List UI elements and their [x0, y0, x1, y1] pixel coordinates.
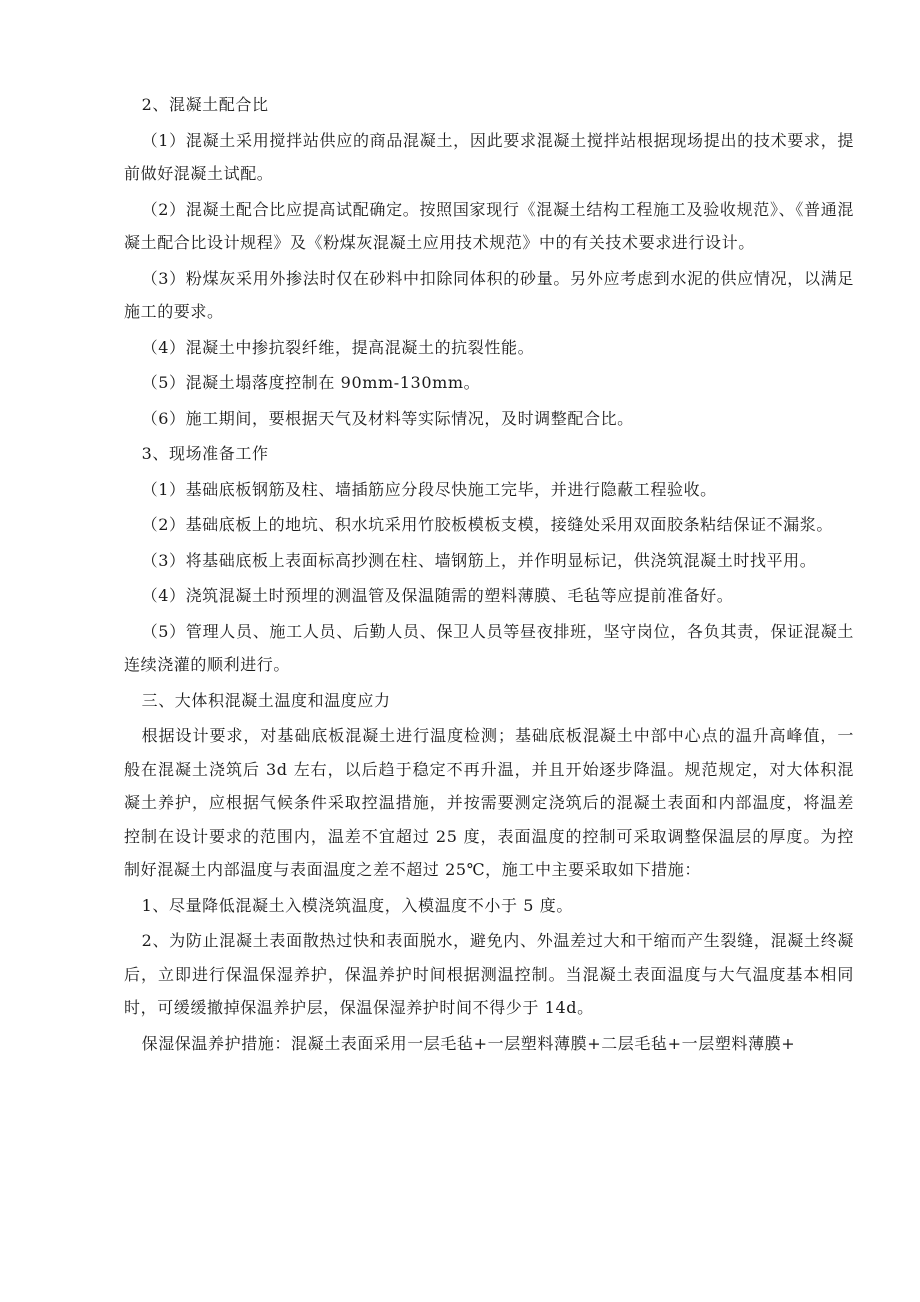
- paragraph-prep-3: （3）将基础底板上表面标高抄测在柱、墙钢筋上，并作明显标记，供浇筑混凝土时找平用。: [141, 550, 817, 570]
- document-body: [124, 88, 854, 1062]
- paragraph-prep-1: （1）基础底板钢筋及柱、墙插筋应分段尽快施工完毕，并进行隐蔽工程验收。: [141, 479, 717, 499]
- paragraph-temperature-intro: 根据设计要求，对基础底板混凝土进行温度检测；基础底板混凝土中部中心点的温升高峰值，一般在混凝土浇筑后 3d 左右，以后趋于稳定不再升温，并且开始逐步降温。规范规定，对大体积混凝土养护，应根据气候条件采取控温措施，并按需要测定浇筑后的混凝土表面和内部温度，将温差控制在设计要求的范围内，温差不宜超过 25 度，表面温度的控制可采取调整保温层的厚度。为控制好混凝土内部温度与表面温度之差不超过 25℃，施工中主要采取如下措施：: [124, 726, 854, 879]
- paragraph-curing-measures: 保湿保温养护措施：混凝土表面采用一层毛毡+一层塑料薄膜+二层毛毡+一层塑料薄膜+: [141, 1033, 796, 1053]
- paragraph-mix-5: （5）混凝土塌落度控制在 90mm-130mm。: [141, 373, 481, 392]
- section-heading-mix-ratio: 2、混凝土配合比: [141, 95, 269, 114]
- paragraph-mix-1: （1）混凝土采用搅拌站供应的商品混凝土，因此要求混凝土搅拌站根据现场提出的技术要求，提前做好混凝土试配。: [124, 130, 854, 183]
- paragraph-prep-2: （2）基础底板上的地坑、积水坑采用竹胶板模板支模，接缝处采用双面胶条粘结保证不漏浆。: [141, 515, 833, 534]
- paragraph-mix-6: （6）施工期间，要根据天气及材料等实际情况，及时调整配合比。: [141, 408, 634, 428]
- section-heading-site-prep: 3、现场准备工作: [141, 444, 269, 463]
- paragraph-measure-2: 2、为防止混凝土表面散热过快和表面脱水，避免内、外温差过大和干缩而产生裂缝，混凝土终凝后，立即进行保温保湿养护，保温养护时间根据测温控制。当混凝土表面温度与大气温度基本相同时，可缓缓撤掉保温养护层，保温保湿养护时间不得少于 14d。: [124, 931, 854, 1017]
- paragraph-prep-5: （5）管理人员、施工人员、后勤人员、保卫人员等昼夜排班，坚守岗位，各负其责，保证混凝土连续浇灌的顺利进行。: [124, 621, 854, 674]
- paragraph-measure-1: 1、尽量降低混凝土入模浇筑温度，入模温度不小于 5 度。: [141, 895, 573, 915]
- paragraph-mix-4: （4）混凝土中掺抗裂纤维，提高混凝土的抗裂性能。: [141, 337, 535, 357]
- paragraph-mix-3: （3）粉煤灰采用外掺法时仅在砂料中扣除同体积的砂量。另外应考虑到水泥的供应情况，以满足施工的要求。: [124, 268, 854, 321]
- section-heading-temperature: 三、大体积混凝土温度和温度应力: [141, 690, 391, 710]
- paragraph-prep-4: （4）浇筑混凝土时预埋的测温管及保温随需的塑料薄膜、毛毡等应提前准备好。: [141, 586, 734, 605]
- paragraph-mix-2: （2）混凝土配合比应提高试配确定。按照国家现行《混凝土结构工程施工及验收规范》、《普通混凝土配合比设计规程》及《粉煤灰混凝土应用技术规范》中的有关技术要求进行设计。: [124, 199, 854, 252]
